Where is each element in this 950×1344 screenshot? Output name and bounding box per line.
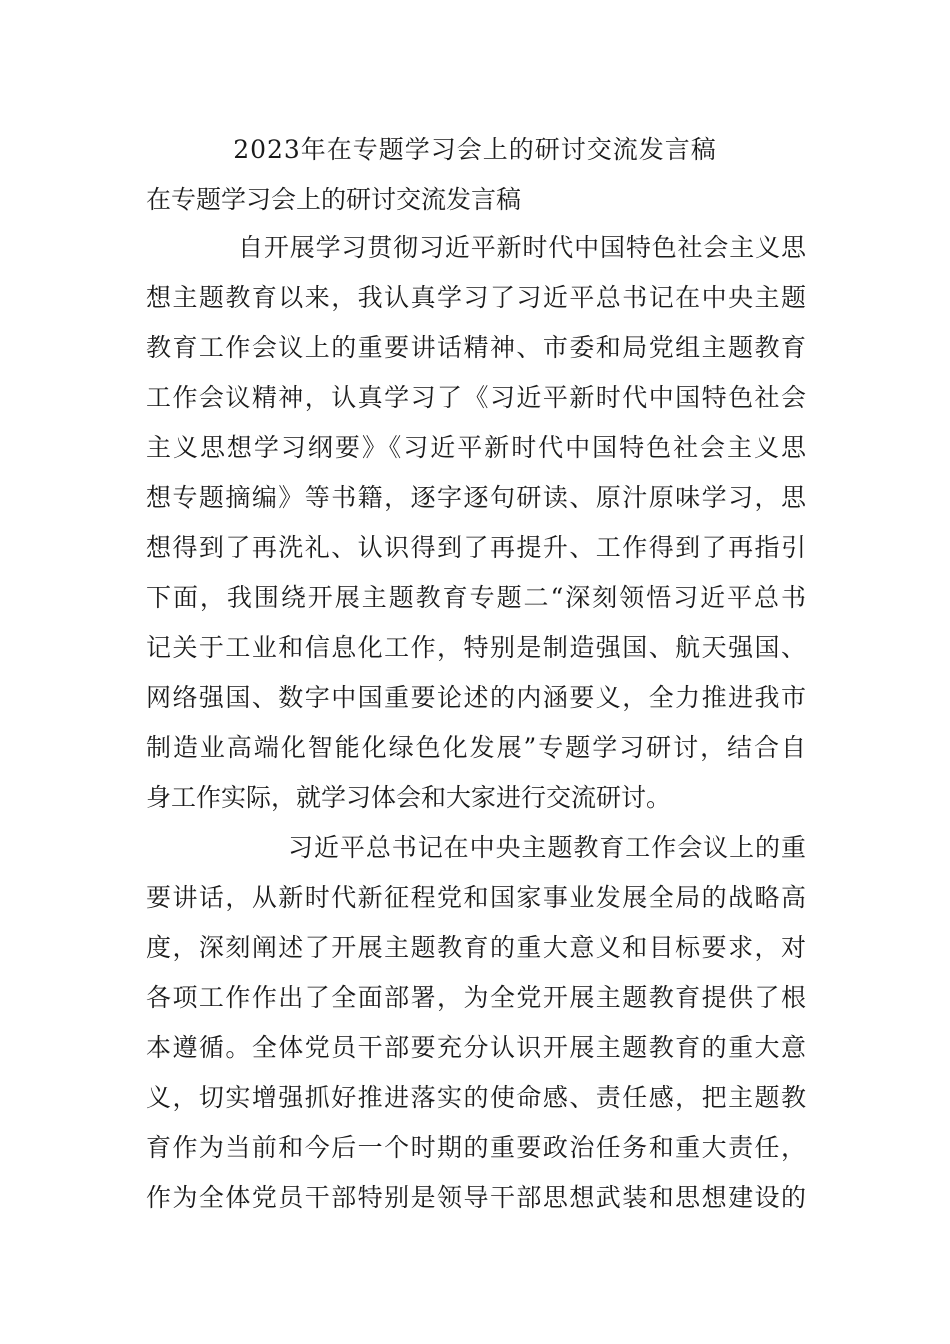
paragraph-line: 习近平总书记在中央主题教育工作会议上的重 (288, 833, 806, 862)
paragraph-line: 度，深刻阐述了开展主题教育的重大意义和目标要求，对 (146, 933, 806, 962)
paragraph-line: 想主题教育以来，我认真学习了习近平总书记在中央主题 (146, 283, 806, 312)
paragraph-line: 要讲话，从新时代新征程党和国家事业发展全局的战略高 (146, 883, 806, 912)
paragraph-line: 制造业高端化智能化绿色化发展”专题学习研讨，结合自 (146, 733, 806, 762)
paragraph-line: 身工作实际，就学习体会和大家进行交流研讨。 (146, 783, 672, 812)
paragraph-line: 本遵循。全体党员干部要充分认识开展主题教育的重大意 (146, 1033, 806, 1062)
paragraph-line: 教育工作会议上的重要讲话精神、市委和局党组主题教育 (146, 333, 806, 362)
document-title: 2023年在专题学习会上的研讨交流发言稿 (233, 135, 717, 164)
paragraph-line: 想得到了再洗礼、认识得到了再提升、工作得到了再指引 (146, 533, 806, 562)
document-subtitle: 在专题学习会上的研讨交流发言稿 (146, 185, 522, 214)
paragraph-line: 作为全体党员干部特别是领导干部思想武装和思想建设的 (146, 1183, 806, 1212)
paragraph-line: 各项工作作出了全面部署，为全党开展主题教育提供了根 (146, 983, 806, 1012)
paragraph-line: 自开展学习贯彻习近平新时代中国特色社会主义思 (238, 233, 806, 262)
paragraph-line: 想专题摘编》等书籍，逐字逐句研读、原汁原味学习，思 (146, 483, 806, 512)
paragraph-line: 主义思想学习纲要》《习近平新时代中国特色社会主义思 (146, 433, 806, 462)
paragraph-line: 工作会议精神，认真学习了《习近平新时代中国特色社会 (146, 383, 806, 412)
paragraph-line: 网络强国、数字中国重要论述的内涵要义，全力推进我市 (146, 683, 806, 712)
paragraph-line: 义，切实增强抓好推进落实的使命感、责任感，把主题教 (146, 1083, 806, 1112)
paragraph-line: 育作为当前和今后一个时期的重要政治任务和重大责任， (146, 1133, 806, 1162)
paragraph-line: 下面，我围绕开展主题教育专题二“深刻领悟习近平总书 (146, 583, 806, 612)
paragraph-line: 记关于工业和信息化工作，特别是制造强国、航天强国、 (146, 633, 806, 662)
